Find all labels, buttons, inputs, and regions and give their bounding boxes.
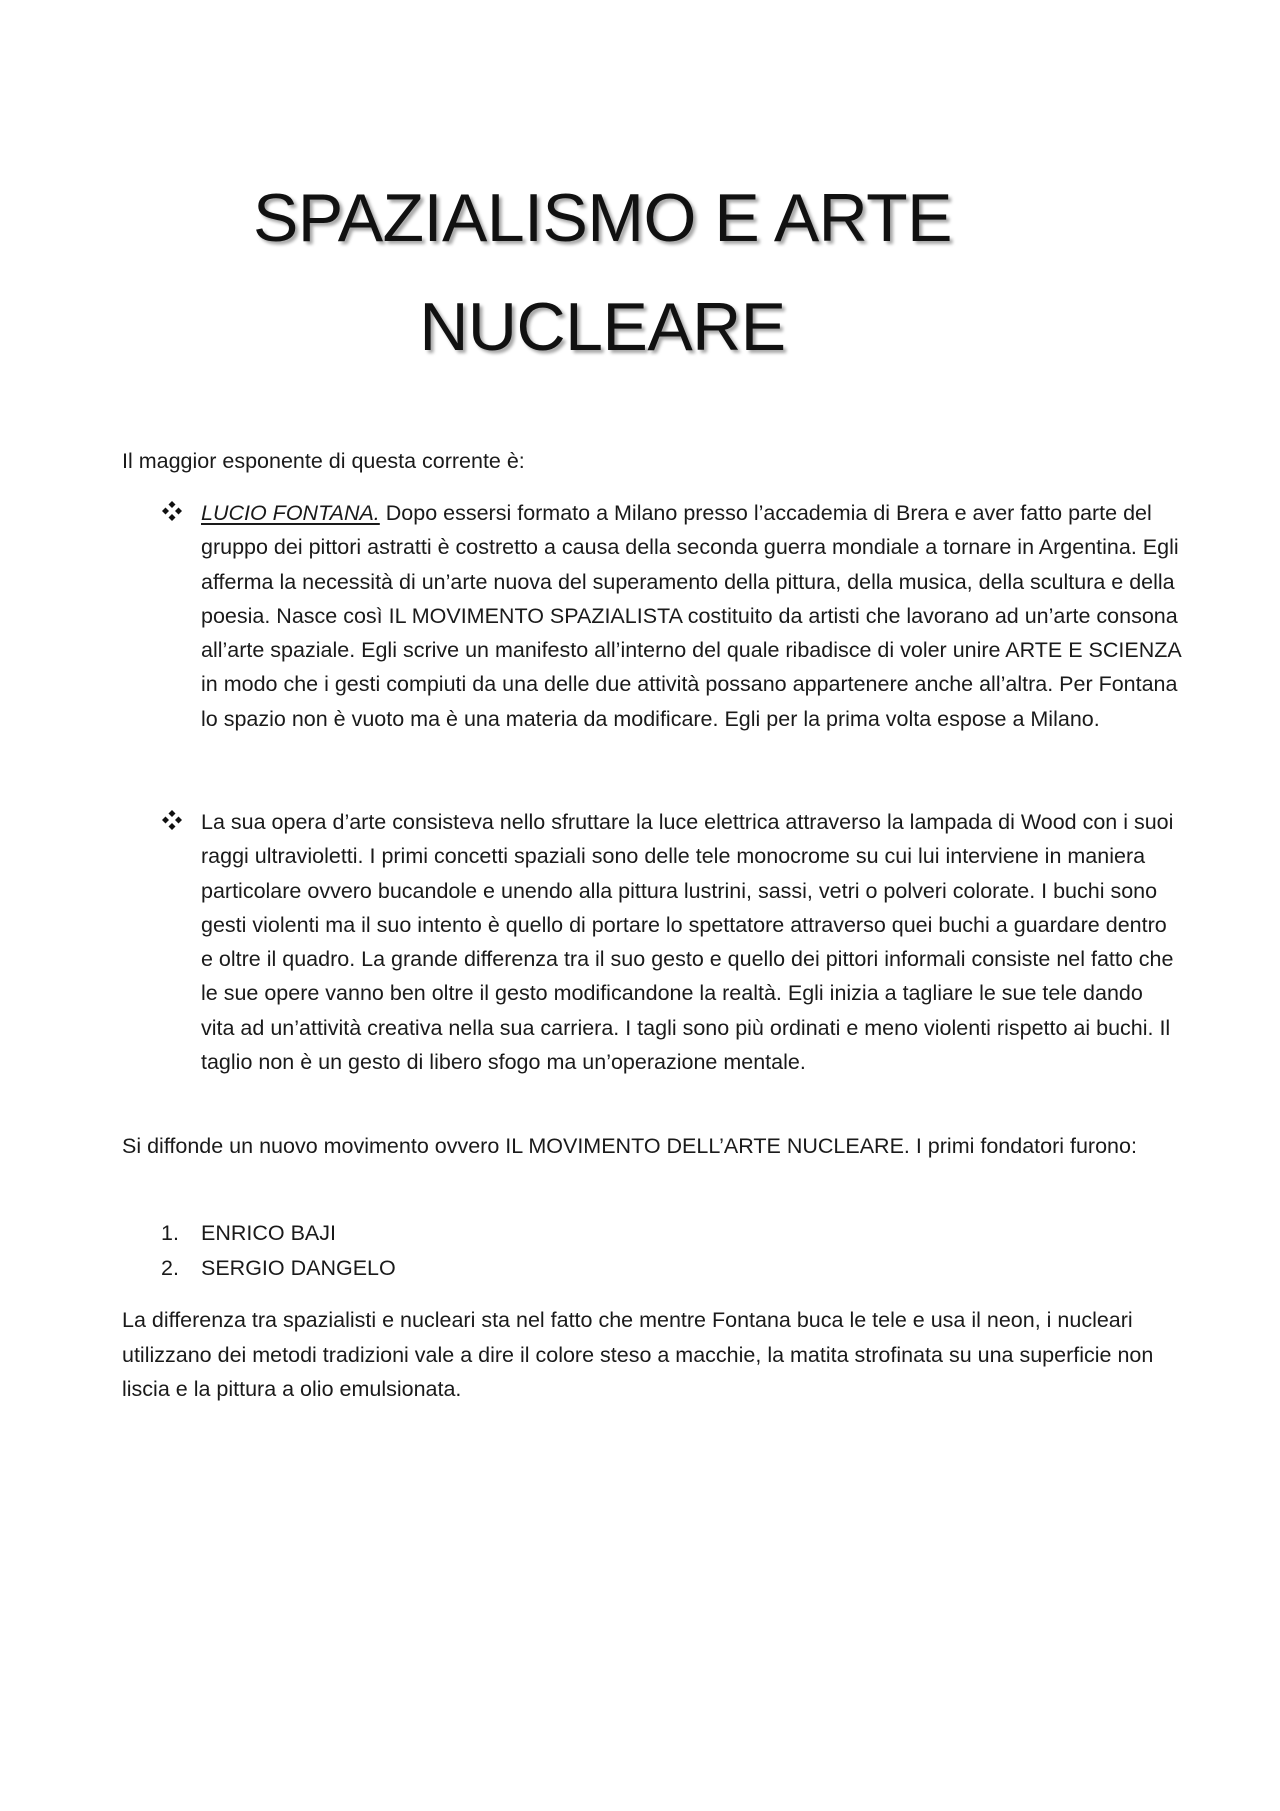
bullet-paragraph: [201, 496, 1181, 736]
four-diamond-bullet-icon: [161, 500, 183, 522]
bullet-body-text: Dopo essersi formato a Milano presso l’accademia di Brera e aver fatto parte del gruppo dei pittori astratti è costretto a causa della seconda guerra mondiale a tornare in Argentina. Egli afferma la necessità di un’arte nuova del superamento della pittura, della musica, della scultura e della poesia. Nasce così IL MOVIMENTO SPAZIALISTA costituito da artisti che lavorano ad un’arte consona all’arte spaziale. Egli scrive un manifesto all’interno del quale ribadisce di voler unire ARTE E SCIENZA in modo che i gesti compiuti da una delle due attività possano appartenere anche all’altra. Per Fontana lo spazio non è vuoto ma è una materia da modificare. Egli per la prima volta espose a Milano.: [201, 501, 1181, 731]
list-number: 2.: [161, 1255, 179, 1280]
list-number: 1.: [161, 1221, 179, 1245]
artist-name: LUCIO FONTANA.: [201, 501, 380, 525]
page-title-line-1: SPAZIALISMO E ARTE: [253, 180, 952, 256]
list-item: [161, 1251, 396, 1286]
nuclear-intro-paragraph: Si diffonde un nuovo movimento ovvero IL MOVIMENTO DELL’ARTE NUCLEARE. I primi fondatori furono:: [122, 1134, 1137, 1158]
founder-name: SERGIO DANGELO: [201, 1255, 396, 1280]
list-item: [161, 1216, 396, 1251]
page-title-line-2: NUCLEARE: [419, 289, 786, 365]
conclusion-paragraph: La differenza tra spazialisti e nucleari sta nel fatto che mentre Fontana buca le tele e usa il neon, i nucleari utilizzano dei metodi tradizioni vale a dire il colore steso a macchie, la matita strofinata su una superficie non liscia e la pittura a olio emulsionata.: [122, 1308, 1154, 1401]
bullet-item-fontana: [161, 496, 1181, 736]
bullet-paragraph: La sua opera d’arte consisteva nello sfruttare la luce elettrica attraverso la lampada di Wood con i suoi raggi ultravioletti. I primi concetti spaziali sono delle tele monocrome su cui lui interviene in maniera particolare ovvero bucandole e unendo alla pittura lustrini, sassi, vetri o polveri colorate. I buchi sono gesti violenti ma il suo intento è quello di portare lo spettatore attraverso quei buchi a guardare dentro e oltre il quadro. La grande differenza tra il suo gesto e quello dei pittori informali consiste nel fatto che le sue opere vanno ben oltre il gesto modificandone la realtà. Egli inizia a tagliare le sue tele dando vita ad un’attività creativa nella sua carriera. I tagli sono più ordinati e meno violenti rispetto ai buchi. Il taglio non è un gesto di libero sfogo ma un’operazione mentale.: [201, 810, 1174, 1075]
founder-name: ENRICO BAJI: [201, 1221, 336, 1245]
bullet-item-opera: [161, 805, 1181, 1079]
founders-list: [161, 1216, 396, 1285]
intro-paragraph: Il maggior esponente di questa corrente è:: [122, 449, 525, 473]
four-diamond-bullet-icon: [161, 809, 183, 831]
